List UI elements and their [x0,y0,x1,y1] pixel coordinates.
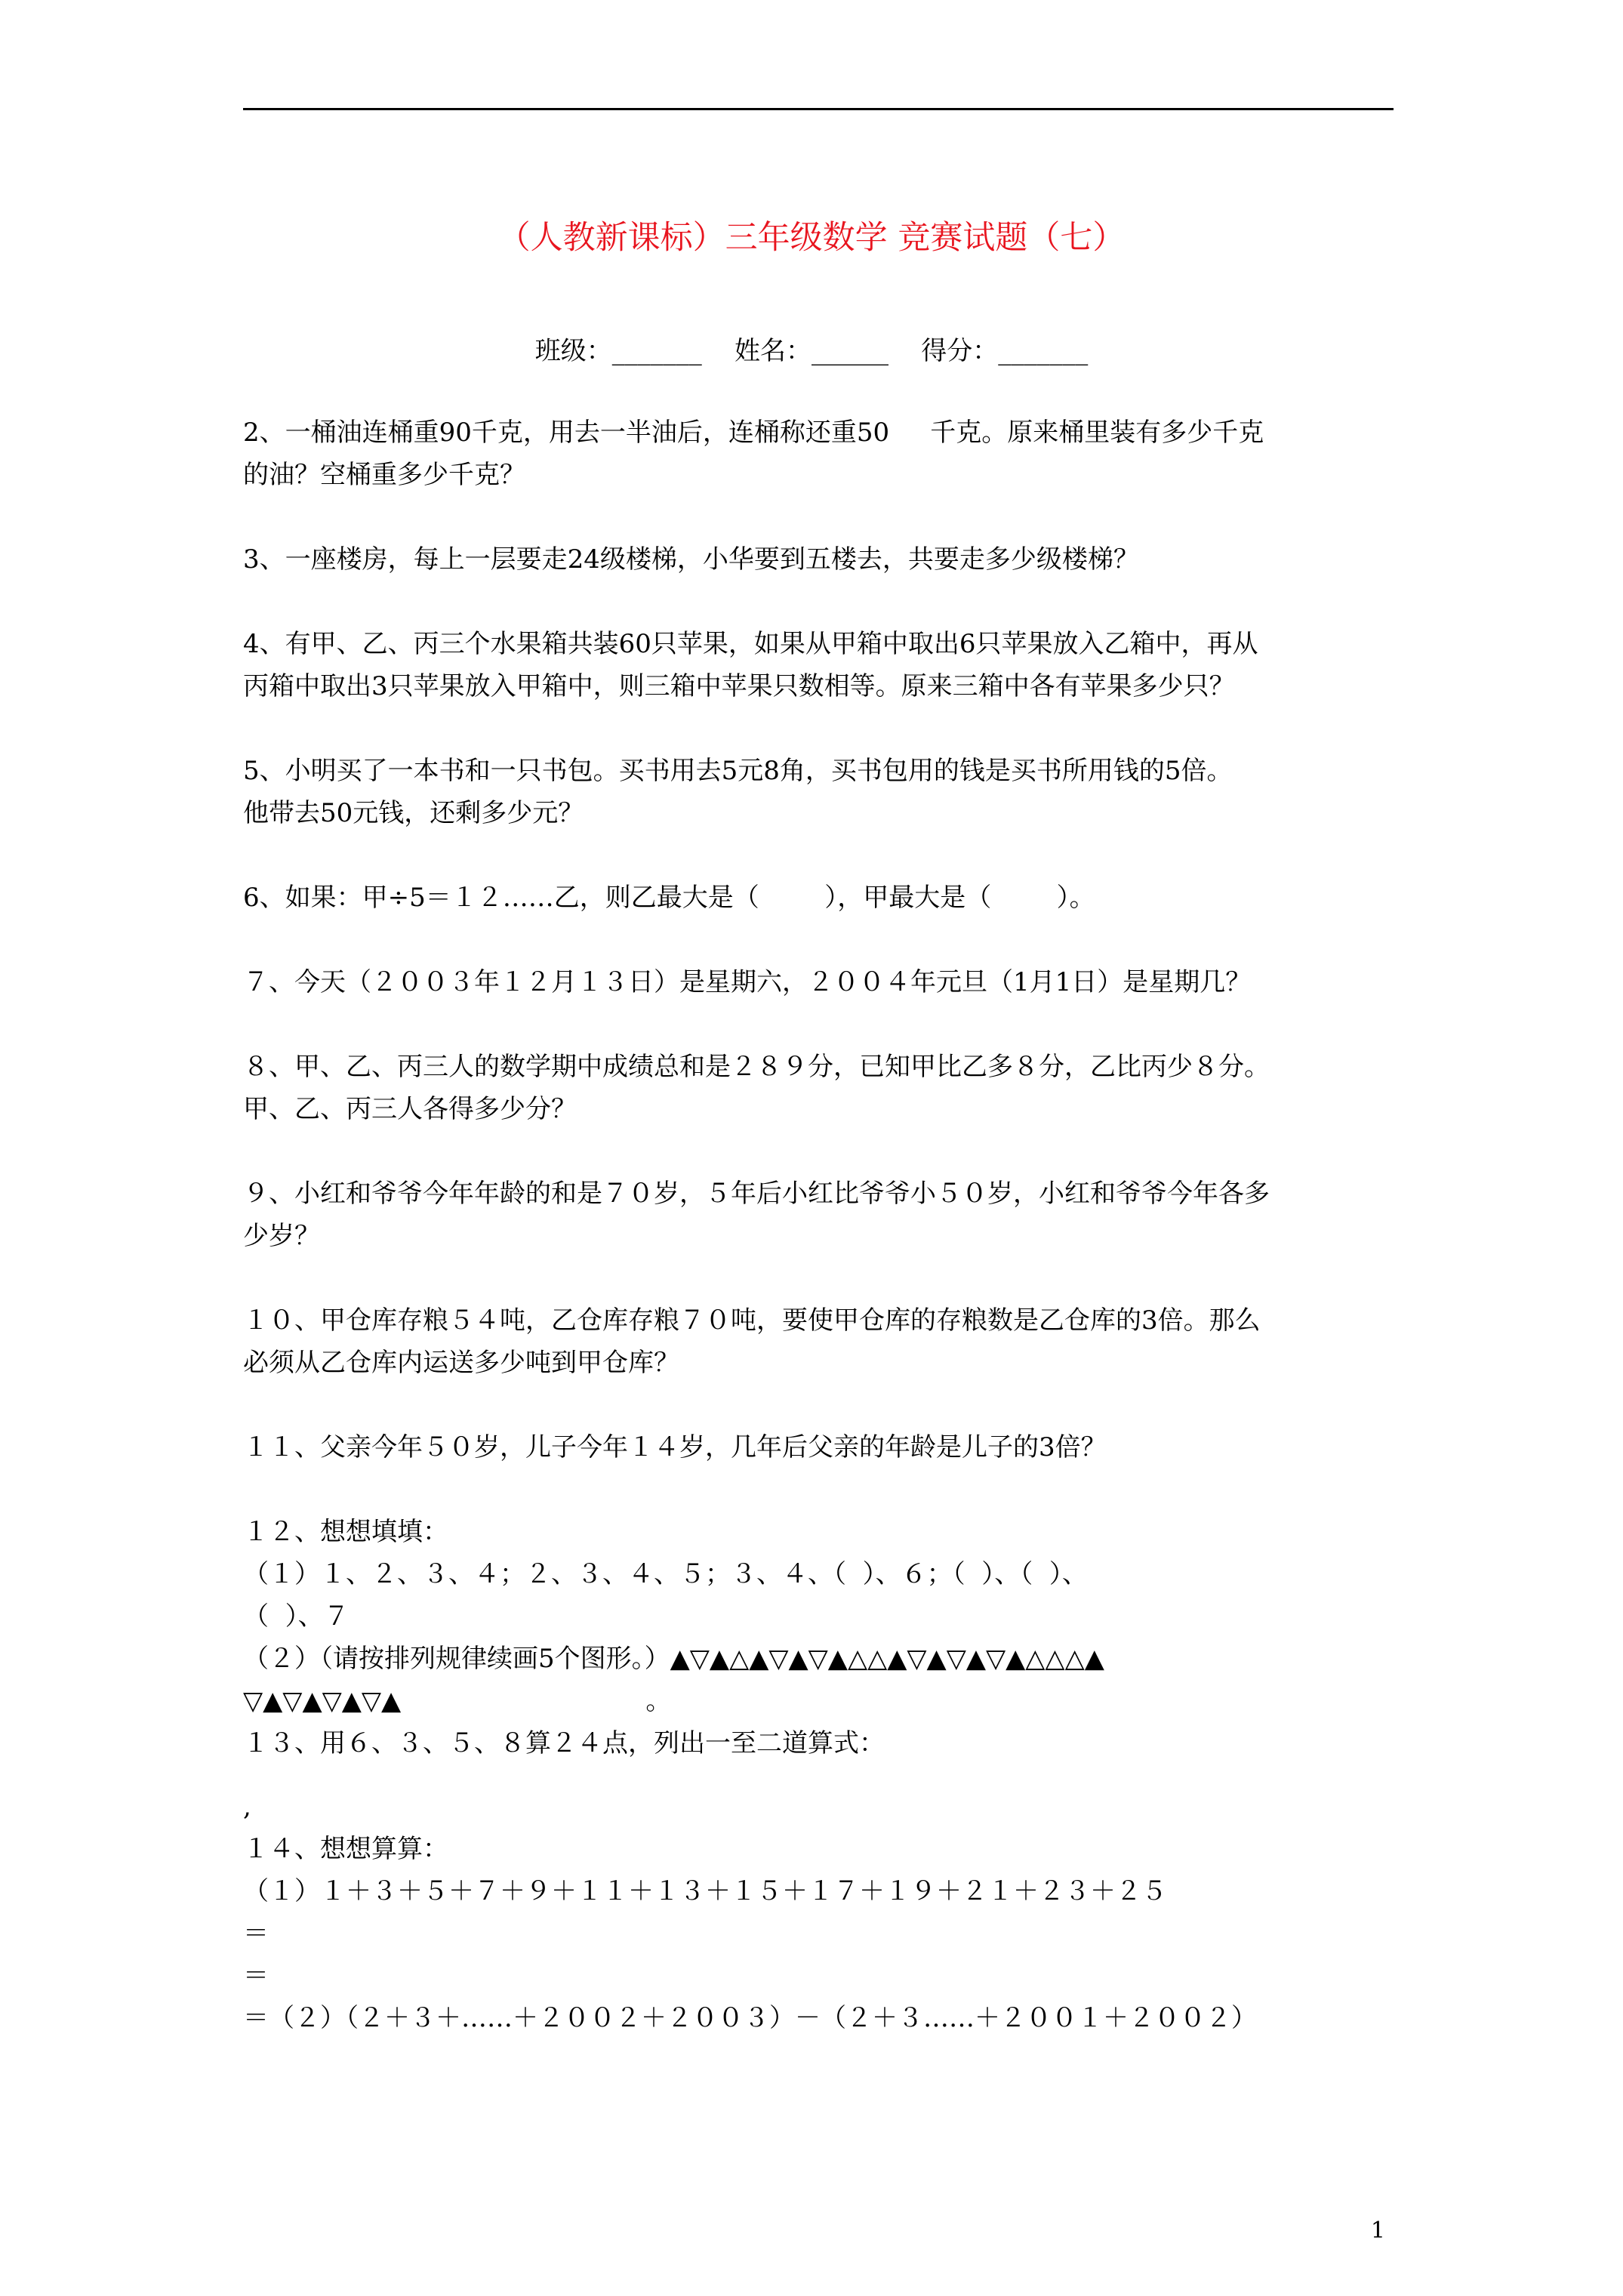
question-text-line: ＝ [243,1961,269,1991]
page-number: 1 [1370,2217,1385,2244]
question-text-line: 2、一桶油连桶重90千克，用去一半油后，连桶称还重50 千克。原来桶里装有多少千克 [243,418,1264,448]
question-text-line: 甲、乙、丙三人各得多少分？ [243,1094,577,1124]
question-text-line: ＝（２）（２＋３＋……＋２００２＋２００３）－（２＋３……＋２００１＋２００２） [243,2003,1257,2033]
question-text-line: , [243,1792,251,1822]
question-text-line: １２、想想填填： [243,1517,448,1547]
question-text-line: １０、甲仓库存粮５４吨，乙仓库存粮７０吨，要使甲仓库的存粮数是乙仓库的3倍。那么 [243,1305,1261,1336]
question-3 [243,538,1406,581]
question-list [243,411,1406,2039]
question-text-line: １１、父亲今年５０岁，儿子今年１４岁，几年后父亲的年龄是儿子的3倍？ [243,1432,1107,1462]
question-text-line: 3、一座楼房，每上一层要走24级楼梯，小华要到五楼去，共要走多少级楼梯？ [243,544,1139,575]
question-11 [243,1426,1406,1469]
question-text-line: ▽▲▽▲▽▲▽▲ 。 [243,1686,672,1716]
question-7 [243,961,1406,1003]
question-4 [243,623,1406,707]
question-12 [243,1511,1406,1722]
student-info-line: 班级：_______ 姓名：______ 得分：_______ [534,336,1089,366]
question-10 [243,1299,1406,1384]
question-text-line: １３、用６、３、５、８算２４点，列出一至二道算式： [243,1728,885,1758]
question-text-line: 的油？空桶重多少千克？ [243,460,525,490]
question-6 [243,877,1406,919]
question-14 [243,1828,1406,2039]
question-9 [243,1173,1406,1257]
question-text-line: 他带去50元钱，还剩多少元？ [243,798,584,828]
question-text-line: 少岁？ [243,1221,320,1251]
question-text-line: （２）（请按排列规律续画5个图形。）▲▽▲△▲▽▲▽▲△△▲▽▲▽▲▽▲△△△▲ [243,1644,1104,1674]
question-5 [243,750,1406,834]
question-8 [243,1046,1406,1130]
question-text-line: 6、如果：甲÷5＝１２……乙，则乙最大是（ ），甲最大是（ ）。 [243,883,1095,913]
question-text-line: 必须从乙仓库内运送多少吨到甲仓库？ [243,1348,679,1378]
question-text-line: 5、小明买了一本书和一只书包。买书用去5元8角，买书包用的钱是买书所用钱的5倍。 [243,756,1233,786]
question-text-line: （１）１＋３＋５＋７＋９＋１１＋１３＋１５＋１７＋１９＋２１＋２３＋２５ [243,1876,1167,1906]
question-text-line: １４、想想算算： [243,1834,448,1864]
question-text-line: ９、小红和爷爷今年年龄的和是７０岁，５年后小红比爷爷小５０岁，小红和爷爷今年各多 [243,1179,1270,1209]
question-text-line: （ ）、７ [243,1601,350,1632]
question-text-line: 4、有甲、乙、丙三个水果箱共装60只苹果，如果从甲箱中取出6只苹果放入乙箱中，再从 [243,629,1258,659]
question-text-line: ８、甲、乙、丙三人的数学期中成绩总和是２８９分，已知甲比乙多８分，乙比丙少８分。 [243,1052,1270,1082]
question-text-line: ７、今天（２００３年１２月１３日）是星期六，２００４年元旦（1月1日）是星期几？ [243,967,1252,997]
header-rule [243,108,1394,110]
question-2 [243,411,1406,496]
question-text-line: 丙箱中取出3只苹果放入甲箱中，则三箱中苹果只数相等。原来三箱中各有苹果多少只？ [243,671,1235,701]
question-13 [243,1722,1406,1828]
question-text-line: （１）１、２、３、４；２、３、４、５；３、４、（ ）、６；（ ）、（ ）、 [243,1559,1088,1589]
document-title: （人教新课标）三年级数学 竞赛试题（七） [497,219,1126,257]
question-text-line: ＝ [243,1918,269,1949]
